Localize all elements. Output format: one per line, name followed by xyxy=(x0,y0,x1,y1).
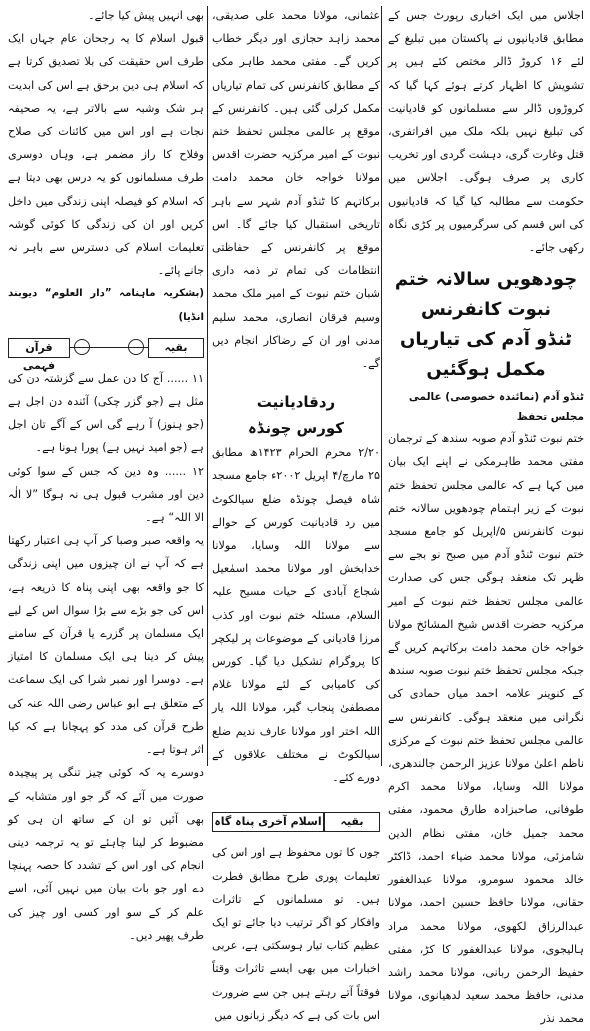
quran-paragraph: یہ واقعہ صبر وصبا کر آپ ہی اعتبار رکھتا ہے کہ آپ نے ان چیزوں میں اپنی زندگی کا جو واقعہ بھی اپنی پناہ کا ذریعہ ہے، اس کی جو بڑے سے بڑا سوال اس کے لیے ایک مسلمان پر گزرے یا قرآن کے سامنے پیش کر دینا ہی ایک مسلمان کا امتیاز ہے۔ دوسرا اور نمبر شرا کی ایک سماعت کے متعلق ہے ابو عباس رضی اللہ عنہ کی طرح قرآن کی مدد کو پہچانا ہے کہ کیا اثر ہوتا ہے۔ xyxy=(8,534,204,757)
course-title-line-1: ردقادیانیت xyxy=(256,393,336,412)
banner-title: اسلام آخری پناہ گاہ xyxy=(212,812,324,832)
left-top-line: بھی انہیں پیش کیا جائے۔ xyxy=(88,9,204,22)
course-headline xyxy=(212,389,380,441)
course-title-line-2: کورس چونڈہ xyxy=(248,419,344,438)
left-column xyxy=(8,4,204,947)
intro-paragraph: اجلاس میں ایک اخباری رپورٹ جس کے مطابق قادیانیوں نے پاکستان میں تبلیغ کے لئے ۱۶ کروڑ ڈالر مختص کئے ہیں پر تشویش کا اظہار کرتے ہوئے کہا گیا کہ کروڑوں ڈالر سے مسلمانوں کو قادیانیت کی تبلیغ نہیں بلکہ ملک میں افراتفری، قتل وغارت گری، دہشت گردی اور تخریب کاری پر صرف ہوگی۔ اجلاس میں حکومت سے مطالبہ کیا گیا کہ قادیانیوں کی اس قسم کی سرگرمیوں پر کڑی نگاہ رکھی جائے۔ xyxy=(388,9,584,255)
column-divider xyxy=(207,6,208,766)
islam-paragraph: قبول اسلام کا یہ رجحان عام جہاں ایک طرف اس حقیقت کی بلا تصدیق کرتا ہے کہ اسلام ہی دین برحق ہے اس کی ابدیت ہر شک وشبہ سے بالاتر ہے، یہ صحیفہ نجات ہے اور اس میں کائنات کی صلاح وفلاح کا راز مضمر ہے، وہاں دوسری طرف مسلمانوں کو یہ درس بھی دیتا ہے کہ اسلام کو فیصلہ اپنی زندگی میں داخل کریں اور ان کی زندگی کا کوئی گوشہ تعلیمات اسلام کی دسترس سے باہر نہ جانے پائے۔ xyxy=(8,32,204,278)
middle-column xyxy=(212,4,380,1027)
quran-point-12: ۱۲ ...... وہ دین کہ جس کے سوا کوئی دین اور مشرب قبول ہی نہ ہوگا ”لا الٰہ الا اللہ“ ہے۔ xyxy=(8,464,204,525)
headline-line-1: چودھویں سالانہ ختم نبوت کانفرنس xyxy=(394,269,578,321)
islam-article-continuation: جوں کا توں محفوظ ہے اور اس کی تعلیمات پوری طرح مطابق فطرت ہیں۔ تو مسلمانوں کے تاثرات وافکار کو اگر ترتیب دیا جائے تو ایک عظیم کتاب تیار ہوسکتی ہے، عربی اخبارات میں بھی ایسے تاثرات وقتاً فوقتاً آتے رہتے ہیں جن سے ضرورت اس بات کی ہے کہ دیگر زبانوں میں xyxy=(212,846,380,1022)
conference-article-body: ختم نبوت ٹنڈو آدم صوبہ سندھ کے ترجمان مفتی محمد طاہرمکی نے اپنے ایک بیان میں کہا ہے کہ عالمی مجلس تحفظ ختم نبوت کے زیر اہتمام چودھویں سالانہ ختم نبوت کانفرنس ۵/اپریل کو جامع مسجد ختم نبوت ٹنڈو آدم میں صبح نو بجے سے ظہر تک منعقد ہوگی جس کی صدارت عالمی مجلس تحفظ ختم نبوت کے امیر مرکزیہ حضرت اقدس شیخ المشائخ مولانا خواجہ خان محمد دامت برکاتہم کریں گے جبکہ مجلس تحفظ ختم نبوت صوبہ سندھ کے کنوینر علامہ احمد میاں حمادی کی نگرانی میں منعقد ہوگی۔ کانفرنس سے عالمی مجلس تحفظ ختم نبوت کے مرکزی ناظم اعلیٰ مولانا عزیز الرحمن جالندھری، مولانا اللہ وسایا، مولانا محمد اکرم طوفانی، صاحبزادہ طارق محمود، مفتی محمد جمیل خان، مفتی نظام الدین شامزئی، مولانا محمد ضیاء احمد، ڈاکٹر خالد محمود سومرو، مولانا عبدالغفور حقانی، مولانا حافظ حسین احمد، مولانا عبدالرزاق لکھوی، مولانا محمد مراد ہالیجوی، مولانا عبدالغفور کا کڑ، مفتی حفیظ الرحمن ربانی، مولانا محمد راشد مدنی، حافظ محمد سعید لدھیانوی، مولانا محمد نذر xyxy=(388,432,584,1026)
quran-point-11: ۱۱ ...... آج کا دن عمل سے گزشتہ دن کی مثل ہے (جو گزر چکی) آئندہ دن اجل ہے (جو ہنوز) آ رہے گی اس کے آگے تان اجل ہے (جو امید نہیں ہے) پورا ہونا ہے۔ xyxy=(8,371,204,455)
ornament-icon xyxy=(128,339,144,355)
banner-label: بقیہ xyxy=(324,812,380,832)
banner-label: بقیہ xyxy=(148,338,204,358)
conference-headline xyxy=(388,265,584,385)
ornament-icon xyxy=(74,339,90,355)
byline: ٹنڈو آدم (نمائندہ خصوصی) عالمی مجلس تحفظ xyxy=(408,391,584,424)
quran-paragraph-2: دوسرے یہ کہ کوئی چیز تنگی پر پیچیدہ صورت میں آئے کہ گر جو اور متشابہ کے بھی آئیں تو ان کے ساتھ ان ہی کو مضبوط کر لینا چاہئے تو یہ ترجمہ دینی انجام کی اور اس کے تشدد کا حصہ پہنچا دے اور جو بات بیان میں نہیں آئی، اسے علم کر کے سو اور کسی اور چیز کی طرف پھیر دیں۔ xyxy=(8,766,204,942)
headline-line-2: ٹنڈو آدم کی تیاریاں مکمل ہوگئیں xyxy=(400,329,572,381)
banner-title: قرآن فہمی xyxy=(8,338,70,358)
continuation-banner xyxy=(212,809,380,835)
continuation-banner xyxy=(8,335,204,372)
column-divider xyxy=(381,6,382,766)
course-article-body: ۲/۲۰ محرم الحرام ۱۴۲۳ھ مطابق ۲۵ مارچ/۴ اپریل ۲۰۰۲ء جامع مسجد شاہ فیصل چونڈہ ضلع سیالکوٹ میں رد قادیانیت کورس کے حوالے سے مولانا اللہ وسایا، مولانا خدابخش اور مولانا محمد اسمٰعیل شجاع آبادی کے حیات مسیح علیہ السلام، مسئلہ ختم نبوت اور کذب مرزا قادیانی کے موضوعات پر لیکچر کا پروگرام تشکیل دیا گیا۔ کورس کی کامیابی کے لئے مولانا غلام مصطفیٰ پنجاب گیر، مولانا اللہ یار اللہ اختر اور مولانا عارف ندیم ضلع سیالکوٹ نے مختلف علاقوں کے دورے کئے۔ xyxy=(212,446,381,785)
source-credit: (بشکریہ ماہنامہ ”دار العلوم“ دیوبند انڈیا) xyxy=(8,288,204,323)
conference-continuation: عثمانی، مولانا محمد علی صدیقی، محمد زاہد حجازی اور دیگر خطاب کریں گے۔ مفتی محمد طاہر مکی کے مطابق کانفرنس کی تمام تیاریاں مکمل کرلی گئی ہیں۔ کانفرنس کے موقع پر عالمی مجلس تحفظ ختم نبوت کے امیر مرکزیہ حضرت اقدس مولانا خواجہ خان محمد دامت برکاتہم کا ٹنڈو آدم شہر سے باہر تاریخی استقبال کیا جائے گا۔ اس موقع پر کانفرنس کے حفاظتی انتظامات کی تمام تر ذمہ داری شبان ختم نبوت کے امیر ملک محمد وسیم فرقان انصاری، محمد سلیم مدنی اور ان کے رضاکار انجام دیں گے۔ xyxy=(212,9,380,371)
right-column xyxy=(388,4,584,1031)
